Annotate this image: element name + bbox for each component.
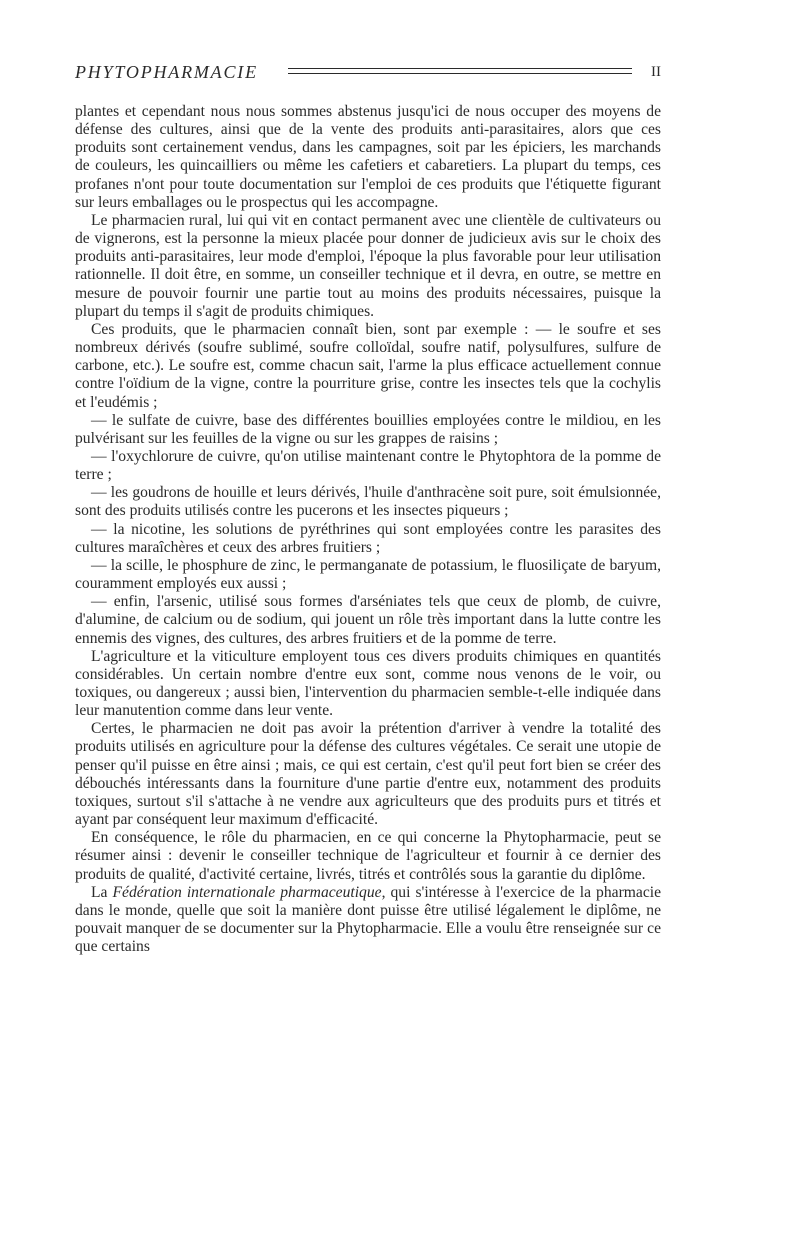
paragraph-lead: La — [91, 883, 113, 901]
paragraph: Certes, le pharmacien ne doit pas avoir la prétention d'arriver à vendre la totalité des produits utilisés en agriculture pour la défense des cultures végétales. Ce serait une utopie de penser qu'il puisse en être ainsi ; mais, ce qui est certain, c'est qu'il peut fort bien se créer des débouchés intéressants dans la fourniture d'une partie d'entre eux, notamment des produits toxiques, surtout s'il s'attache à ne vendre aux agriculteurs que des produits purs et titrés et ayant par conséquent leur maximum d'efficacité. — [75, 720, 661, 829]
paragraph: — la scille, le phosphure de zinc, le permanganate de potassium, le fluosiliçate de baryum, couramment employés eux aussi ; — [75, 556, 661, 593]
header-rule — [288, 68, 632, 69]
paragraph: — le sulfate de cuivre, base des différentes bouillies employées contre le mildiou, en les pulvérisant sur les feuilles de la vigne ou sur les grappes de raisins ; — [75, 411, 661, 447]
page-number: II — [651, 64, 661, 80]
running-title: PHYTOPHARMACIE — [75, 62, 258, 82]
paragraph-rest: , qui s'intéresse à l'exercice de la pharmacie dans le monde, quelle que soit la manière dont puisse être utilisé légalement le diplôme, ne pouvait manquer de se documenter sur la Phytopharmacie. Elle a voulu être renseignée sur ce que certains — [75, 883, 661, 956]
paragraph — [75, 884, 661, 957]
paragraph: — enfin, l'arsenic, utilisé sous formes d'arséniates tels que ceux de plomb, de cuivre, d'alumine, de calcium ou de sodium, qui jouent un rôle très important dans la lutte contre les ennemis des vignes, des cultures, des arbres fruitiers et de la pomme de terre. — [75, 593, 661, 647]
paragraph: — les goudrons de houille et leurs dérivés, l'huile d'anthracène soit pure, soit émulsionnée, sont des produits utilisés contre les pucerons et les insectes piqueurs ; — [75, 484, 661, 520]
paragraph: En conséquence, le rôle du pharmacien, en ce qui concerne la Phytopharmacie, peut se résumer ainsi : devenir le conseiller technique de l'agriculteur et fournir à ce dernier des produits de qualité, d'activité certaine, livrés, titrés et contrôlés sous la garantie du diplôme. — [75, 829, 661, 883]
paragraph: plantes et cependant nous nous sommes abstenus jusqu'ici de nous occuper des moyens de défense des cultures, ainsi que de la vente des produits anti-parasitaires, alors que ces produits sont certainement vendus, dans les campagnes, soit par les épiciers, les marchands de couleurs, les quincailliers ou même les cafetiers et cabaretiers. La plupart du temps, ces profanes n'ont pour toute documentation sur l'emploi de ces produits que l'étiquette figurant sur leurs emballages ou le prospectus qui les accompagne. — [75, 103, 661, 211]
body-text — [75, 103, 661, 956]
paragraph: Le pharmacien rural, lui qui vit en contact permanent avec une clientèle de cultivateurs ou de vignerons, est la personne la mieux placée pour donner de judicieux avis sur le choix des produits anti-parasitaires, leur mode d'emploi, l'époque la plus favorable pour leur utilisation rationnelle. Il doit être, en somme, un conseiller technique et il devra, en outre, se mettre en mesure de pouvoir fournir une partie tout au moins des produits nécessaires, puisque la plupart du temps il s'agit de produits chimiques. — [75, 211, 661, 320]
paragraph: Ces produits, que le pharmacien connaît bien, sont par exemple : — le soufre et ses nombreux dérivés (soufre sublimé, soufre colloïdal, soufre natif, polysulfures, sulfure de carbone, etc.). Le soufre est, comme chacun sait, l'arme la plus efficace actuellement connue contre l'oïdium de la vigne, contre la pourriture grise, contre les insectes tels que la cochylis et l'eudémis ; — [75, 320, 661, 411]
page-header — [75, 60, 661, 84]
paragraph: — l'oxychlorure de cuivre, qu'on utilise maintenant contre le Phytophtora de la pomme de terre ; — [75, 447, 661, 484]
paragraph: L'agriculture et la viticulture employent tous ces divers produits chimiques en quantités considérables. Un certain nombre d'entre eux sont, comme nous venons de le voir, ou toxiques, ou dangereux ; aussi bien, l'intervention du pharmacien semble-t-elle indiquée dans leur manutention comme dans leur vente. — [75, 647, 661, 720]
paragraph: — la nicotine, les solutions de pyréthrines qui sont employées contre les parasites des cultures maraîchères et ceux des arbres fruitiers ; — [75, 520, 661, 556]
italic-title: Fédération internationale pharmaceutique — [112, 883, 382, 901]
header-rule — [288, 73, 632, 74]
